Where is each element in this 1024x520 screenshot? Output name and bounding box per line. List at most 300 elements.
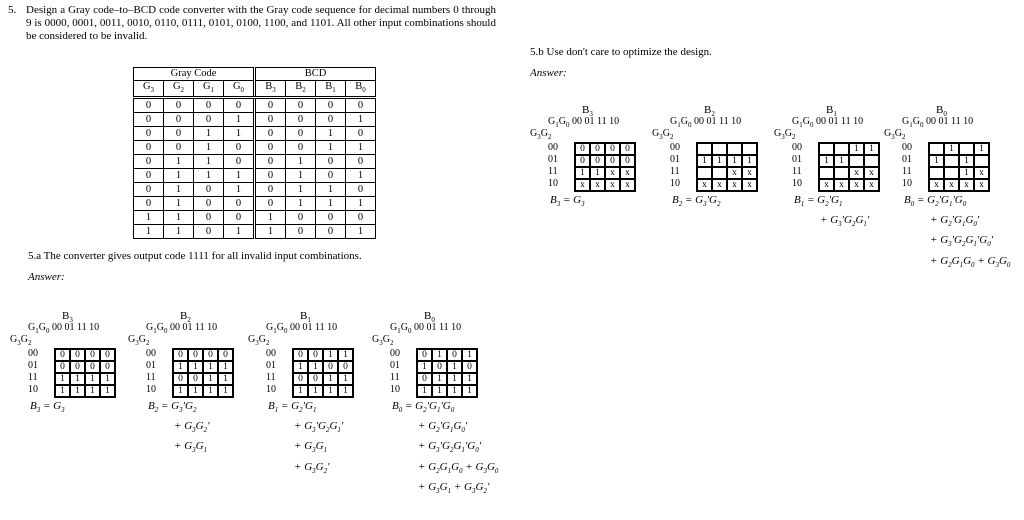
kmap-cell: 1 — [100, 373, 115, 385]
kmap-cell: 0 — [447, 349, 462, 361]
table-cell: 0 — [316, 225, 346, 239]
table-cell: 1 — [134, 225, 164, 239]
kmap-cell: 1 — [203, 385, 218, 397]
kmap-row-label: 00 — [266, 348, 276, 359]
table-cell: 0 — [194, 113, 224, 127]
kmap-row-label: 11 — [792, 166, 802, 177]
table-cell: 1 — [194, 141, 224, 155]
equation-line: + $G_3'G_2G_1'$ — [820, 214, 870, 229]
kmap-cell: 1 — [447, 373, 462, 385]
table-cell: 0 — [194, 211, 224, 225]
bcd-header: BCD — [255, 68, 376, 81]
table-cell: 1 — [346, 141, 376, 155]
kmap-row-label: 10 — [902, 178, 912, 189]
table-row — [134, 211, 376, 225]
table-cell: 0 — [134, 197, 164, 211]
table-row — [134, 127, 376, 141]
equation-line: + $G_3G_1 + G_3G_2'$ — [418, 480, 490, 495]
table-cell: 0 — [346, 127, 376, 141]
problem-text: Design a Gray code–to–BCD code converter with the Gray code sequence for decimal numbers 0 through 9 is 0000, 0001, 0011, 0010, 0110, 0111, 0101, 0100, 1100, and 1101. All other input combinations should be considered to be invalid. — [26, 4, 496, 42]
table-cell: 1 — [316, 127, 346, 141]
kmap-grid — [818, 142, 880, 192]
table-cell: 0 — [286, 141, 316, 155]
problem-statement — [8, 4, 496, 43]
kmap-row-label: 01 — [146, 360, 156, 371]
table-row — [134, 225, 376, 239]
column-header-g0: $G_0$ — [224, 81, 255, 98]
kmap-cell: 1 — [188, 385, 203, 397]
kmap-cell: 1 — [308, 361, 323, 373]
table-cell: 0 — [134, 155, 164, 169]
table-cell: 0 — [255, 113, 286, 127]
kmap-cell: x — [727, 167, 742, 179]
kmap-cell: x — [697, 179, 712, 191]
kmap-cell — [697, 143, 712, 155]
kmap-column-header: $G_1G_0$ 00 01 11 10 — [28, 322, 100, 335]
kmap-cell: 1 — [70, 373, 85, 385]
part-a-answer: Answer: — [28, 271, 65, 283]
kmap-cell — [742, 143, 757, 155]
kmap-title: $B_2$ — [704, 104, 715, 119]
table-cell: 1 — [194, 127, 224, 141]
table-cell: 0 — [286, 127, 316, 141]
kmap-cell: 1 — [417, 361, 432, 373]
kmap-title: $B_1$ — [300, 310, 311, 325]
kmap-cell: 0 — [308, 373, 323, 385]
table-cell: 0 — [316, 211, 346, 225]
kmap-cell: 1 — [727, 155, 742, 167]
kmap-cell — [819, 143, 834, 155]
table-cell: 0 — [224, 197, 255, 211]
table-cell: 0 — [316, 98, 346, 113]
kmap-cell: 1 — [575, 167, 590, 179]
equation-line: $B_0 = G_2'G_1'G_0$ — [904, 194, 967, 209]
equation-line: + $G_2'G_1G_0'$ — [418, 420, 468, 435]
kmap-equations — [550, 192, 585, 212]
kmap-cell: x — [864, 167, 879, 179]
kmap-cell: 1 — [742, 155, 757, 167]
kmap-column-header: $G_1G_0$ 00 01 11 10 — [390, 322, 462, 335]
kmap-row-label: 01 — [548, 154, 558, 165]
kmap-row-label: 11 — [390, 372, 400, 383]
kmap-cell — [712, 167, 727, 179]
kmap-row-label: 00 — [902, 142, 912, 153]
kmap-cell: x — [974, 179, 989, 191]
table-cell: 1 — [316, 197, 346, 211]
equation-line: + $G_3G_1$ — [174, 440, 208, 455]
kmap-cell: 0 — [620, 155, 635, 167]
kmap-row-label: 00 — [390, 348, 400, 359]
table-cell: 0 — [346, 211, 376, 225]
kmap-row-label: 00 — [792, 142, 802, 153]
table-cell: 1 — [346, 169, 376, 183]
kmap-cell: 0 — [462, 361, 477, 373]
kmap-equations — [148, 398, 209, 459]
kmap-cell: 1 — [590, 167, 605, 179]
kmap-cell: 0 — [432, 361, 447, 373]
kmap-cell: 1 — [929, 155, 944, 167]
table-cell: 0 — [164, 127, 194, 141]
table-cell: 0 — [194, 98, 224, 113]
table-cell: 0 — [164, 141, 194, 155]
kmap-cell: x — [727, 179, 742, 191]
table-cell: 1 — [164, 155, 194, 169]
kmap-row-label: 10 — [28, 384, 38, 395]
kmap-cell: 0 — [323, 361, 338, 373]
kmap-cell — [727, 143, 742, 155]
kmap-grid — [292, 348, 354, 398]
kmap-row-label: 10 — [548, 178, 558, 189]
kmap-cell: 1 — [462, 385, 477, 397]
table-cell: 1 — [286, 197, 316, 211]
kmap-row-label: 11 — [548, 166, 558, 177]
table-row — [134, 113, 376, 127]
kmap-cell: 1 — [462, 349, 477, 361]
table-cell: 0 — [286, 113, 316, 127]
kmap-grid — [696, 142, 758, 192]
table-cell: 1 — [255, 225, 286, 239]
table-cell: 1 — [346, 225, 376, 239]
kmap-row-label: 00 — [28, 348, 38, 359]
kmap-cell: 1 — [308, 385, 323, 397]
kmap-row-variable: $G_3G_2$ — [530, 128, 552, 141]
kmap-title: $B_0$ — [936, 104, 947, 119]
kmap-cell: x — [864, 179, 879, 191]
kmap-row-label: 01 — [28, 360, 38, 371]
kmap-cell: 1 — [323, 349, 338, 361]
table-cell: 1 — [224, 225, 255, 239]
kmap-grid — [172, 348, 234, 398]
kmap-row-label: 10 — [792, 178, 802, 189]
kmap-cell: 0 — [218, 349, 233, 361]
kmap-cell: x — [834, 179, 849, 191]
table-cell: 0 — [134, 183, 164, 197]
table-cell: 0 — [194, 197, 224, 211]
kmap-cell: 0 — [203, 349, 218, 361]
kmap-row-variable: $G_3G_2$ — [652, 128, 674, 141]
kmap-cell: 1 — [712, 155, 727, 167]
kmap-row-variable: $G_3G_2$ — [128, 334, 150, 347]
truth-table — [133, 67, 376, 239]
kmap-cell: 0 — [188, 349, 203, 361]
equation-line: $B_0 = G_2'G_1'G_0$ — [392, 400, 455, 415]
table-row — [134, 183, 376, 197]
kmap-cell — [944, 155, 959, 167]
kmap-cell: 1 — [293, 385, 308, 397]
kmap-cell: 1 — [447, 361, 462, 373]
kmap-cell: 1 — [323, 373, 338, 385]
kmap-row-label: 01 — [792, 154, 802, 165]
kmap-cell: x — [742, 167, 757, 179]
column-header-g3: $G_3$ — [134, 81, 164, 98]
kmap-column-header: $G_1G_0$ 00 01 11 10 — [266, 322, 338, 335]
kmap-row-variable: $G_3G_2$ — [884, 128, 906, 141]
kmap-cell: 0 — [188, 373, 203, 385]
kmap-column-header: $G_1G_0$ 00 01 11 10 — [792, 116, 864, 129]
kmap-column-header: $G_1G_0$ 00 01 11 10 — [146, 322, 218, 335]
table-cell: 1 — [164, 183, 194, 197]
table-cell: 0 — [134, 169, 164, 183]
table-cell: 0 — [316, 113, 346, 127]
table-cell: 0 — [316, 155, 346, 169]
table-row — [134, 98, 376, 113]
table-cell: 0 — [346, 98, 376, 113]
equation-line: $B_3 = G_3$ — [30, 400, 65, 415]
kmap-cell: 0 — [417, 373, 432, 385]
kmap-cell: 1 — [447, 385, 462, 397]
table-cell: 1 — [194, 155, 224, 169]
kmap-column-header: $G_1G_0$ 00 01 11 10 — [670, 116, 742, 129]
kmap-cell: 1 — [55, 385, 70, 397]
kmap-cell: 0 — [590, 143, 605, 155]
kmap-cell: 1 — [188, 361, 203, 373]
kmap-cell: x — [742, 179, 757, 191]
table-cell: 0 — [255, 141, 286, 155]
column-header-b1: $B_1$ — [316, 81, 346, 98]
part-b-answer: Answer: — [530, 67, 567, 79]
kmap-cell: 0 — [70, 361, 85, 373]
table-cell: 1 — [224, 127, 255, 141]
kmap-grid — [928, 142, 990, 192]
column-header-g2: $G_2$ — [164, 81, 194, 98]
kmap-row-label: 11 — [146, 372, 156, 383]
kmap-cell: 0 — [293, 373, 308, 385]
kmap-row-variable: $G_3G_2$ — [248, 334, 270, 347]
kmap-cell: x — [712, 179, 727, 191]
kmap-cell: x — [974, 167, 989, 179]
table-cell: 0 — [164, 98, 194, 113]
kmap-equations — [672, 192, 720, 212]
table-cell: 1 — [286, 183, 316, 197]
kmap-cell: x — [590, 179, 605, 191]
kmap-cell: 1 — [432, 385, 447, 397]
equation-line: + $G_3'G_2G_1'G_0'$ — [930, 234, 994, 249]
kmap-cell — [834, 143, 849, 155]
kmap-cell: x — [849, 179, 864, 191]
kmap-cell: 0 — [308, 349, 323, 361]
kmap-cell — [944, 167, 959, 179]
kmap-cell: 1 — [338, 349, 353, 361]
kmap-cell: 1 — [697, 155, 712, 167]
table-cell: 1 — [134, 211, 164, 225]
table-cell: 0 — [224, 155, 255, 169]
kmap-cell: x — [929, 179, 944, 191]
kmap-cell: 1 — [944, 143, 959, 155]
table-cell: 1 — [316, 183, 346, 197]
table-cell: 0 — [286, 98, 316, 113]
kmap-cell — [864, 155, 879, 167]
kmap-cell: 0 — [417, 349, 432, 361]
kmap-cell: 0 — [293, 349, 308, 361]
kmap-title: $B_3$ — [582, 104, 593, 119]
kmap-cell: 1 — [100, 385, 115, 397]
kmap-title: $B_1$ — [826, 104, 837, 119]
kmap-cell: 0 — [85, 349, 100, 361]
kmap-column-header: $G_1G_0$ 00 01 11 10 — [548, 116, 620, 129]
kmap-cell: 1 — [462, 373, 477, 385]
table-cell: 0 — [286, 211, 316, 225]
kmap-cell: 1 — [417, 385, 432, 397]
kmap-cell: 1 — [203, 361, 218, 373]
problem-number: 5. — [8, 4, 17, 16]
kmap-cell: x — [620, 167, 635, 179]
kmap-row-variable: $G_3G_2$ — [10, 334, 32, 347]
kmap-equations — [794, 192, 869, 232]
column-header-b0: $B_0$ — [346, 81, 376, 98]
kmap-cell: 0 — [605, 155, 620, 167]
kmap-cell: 0 — [605, 143, 620, 155]
kmap-equations — [392, 398, 498, 499]
table-cell: 0 — [316, 169, 346, 183]
kmap-title: $B_2$ — [180, 310, 191, 325]
kmap-row-label: 00 — [670, 142, 680, 153]
kmap-cell — [834, 167, 849, 179]
table-cell: 0 — [134, 113, 164, 127]
kmap-row-label: 00 — [146, 348, 156, 359]
kmap-cell — [697, 167, 712, 179]
table-cell: 0 — [164, 113, 194, 127]
kmap-cell: x — [575, 179, 590, 191]
kmap-cell: 0 — [620, 143, 635, 155]
table-cell: 0 — [255, 98, 286, 113]
column-header-b3: $B_3$ — [255, 81, 286, 98]
table-cell: 0 — [194, 225, 224, 239]
kmap-row-label: 10 — [390, 384, 400, 395]
kmap-cell: x — [849, 167, 864, 179]
kmap-cell: 1 — [959, 167, 974, 179]
table-cell: 1 — [224, 169, 255, 183]
table-cell: 1 — [316, 141, 346, 155]
table-cell: 0 — [255, 197, 286, 211]
kmap-cell: x — [819, 179, 834, 191]
kmap-grid — [54, 348, 116, 398]
kmap-cell: 1 — [173, 361, 188, 373]
table-cell: 0 — [134, 98, 164, 113]
table-cell: 0 — [194, 183, 224, 197]
kmap-row-label: 11 — [902, 166, 912, 177]
kmap-row-label: 10 — [146, 384, 156, 395]
kmap-cell: 1 — [85, 373, 100, 385]
kmap-row-label: 01 — [670, 154, 680, 165]
kmap-cell: 1 — [834, 155, 849, 167]
kmap-cell: 1 — [432, 373, 447, 385]
table-cell: 0 — [255, 127, 286, 141]
equation-line: + $G_3'G_2G_1'$ — [294, 420, 344, 435]
kmap-cell: 0 — [590, 155, 605, 167]
kmap-cell — [712, 143, 727, 155]
kmap-cell: 1 — [819, 155, 834, 167]
equation-line: + $G_2'G_1G_0'$ — [930, 214, 980, 229]
kmap-cell: 1 — [323, 385, 338, 397]
kmap-equations — [30, 398, 65, 418]
table-row — [134, 141, 376, 155]
kmap-cell: x — [620, 179, 635, 191]
table-cell: 1 — [286, 169, 316, 183]
part-b-label: 5.b Use don't care to optimize the design. — [530, 46, 712, 58]
kmap-cell: 1 — [849, 143, 864, 155]
table-cell: 1 — [346, 197, 376, 211]
kmap-cell: x — [959, 179, 974, 191]
kmap-cell: 1 — [338, 373, 353, 385]
kmap-grid — [574, 142, 636, 192]
table-cell: 0 — [224, 98, 255, 113]
table-row — [134, 155, 376, 169]
equation-line: + $G_3'G_2G_1'G_0'$ — [418, 440, 482, 455]
table-cell: 0 — [255, 169, 286, 183]
kmap-cell — [849, 155, 864, 167]
kmap-cell: 1 — [218, 361, 233, 373]
equation-line: $B_3 = G_3$ — [550, 194, 585, 209]
table-cell: 1 — [194, 169, 224, 183]
kmap-grid — [416, 348, 478, 398]
kmap-cell: x — [605, 167, 620, 179]
equation-line: + $G_3G_1$ — [294, 440, 328, 455]
table-row — [134, 197, 376, 211]
kmap-cell: 0 — [575, 155, 590, 167]
kmap-row-label: 01 — [902, 154, 912, 165]
table-cell: 1 — [224, 183, 255, 197]
kmap-row-variable: $G_3G_2$ — [372, 334, 394, 347]
kmap-cell: 1 — [864, 143, 879, 155]
kmap-cell: 1 — [85, 385, 100, 397]
kmap-cell: 1 — [203, 373, 218, 385]
kmap-cell: 1 — [173, 385, 188, 397]
table-cell: 1 — [164, 211, 194, 225]
table-cell: 1 — [255, 211, 286, 225]
kmap-equations — [904, 192, 1010, 273]
kmap-cell — [929, 143, 944, 155]
kmap-cell — [959, 143, 974, 155]
table-cell: 1 — [164, 197, 194, 211]
table-cell: 1 — [164, 225, 194, 239]
kmap-row-label: 11 — [28, 372, 38, 383]
column-header-b2: $B_2$ — [286, 81, 316, 98]
kmap-row-label: 11 — [266, 372, 276, 383]
kmap-cell: 0 — [173, 349, 188, 361]
column-header-g1: $G_1$ — [194, 81, 224, 98]
table-cell: 1 — [286, 155, 316, 169]
kmap-cell: 0 — [100, 349, 115, 361]
table-cell: 0 — [224, 211, 255, 225]
kmap-cell: 1 — [974, 143, 989, 155]
kmap-cell: 1 — [55, 373, 70, 385]
kmap-cell: 0 — [55, 349, 70, 361]
kmap-cell: 1 — [218, 373, 233, 385]
part-a-label: 5.a The converter gives output code 1111 for all invalid input combinations. — [28, 250, 362, 262]
kmap-title: $B_3$ — [62, 310, 73, 325]
kmap-cell — [974, 155, 989, 167]
kmap-cell: 1 — [432, 349, 447, 361]
table-cell: 1 — [164, 169, 194, 183]
equation-line: + $G_3G_2'$ — [174, 420, 210, 435]
kmap-cell: 1 — [338, 385, 353, 397]
kmap-cell: 0 — [575, 143, 590, 155]
table-cell: 0 — [255, 155, 286, 169]
kmap-cell: 0 — [338, 361, 353, 373]
table-cell: 0 — [224, 141, 255, 155]
equation-line: + $G_3G_2'$ — [294, 460, 330, 475]
kmap-cell: 0 — [100, 361, 115, 373]
kmap-cell — [819, 167, 834, 179]
kmap-row-label: 00 — [548, 142, 558, 153]
table-cell: 1 — [346, 113, 376, 127]
equation-line: $B_1 = G_2'G_1$ — [268, 400, 317, 415]
table-cell: 0 — [346, 183, 376, 197]
table-cell: 0 — [286, 225, 316, 239]
kmap-equations — [268, 398, 343, 479]
kmap-row-label: 10 — [670, 178, 680, 189]
kmap-row-label: 01 — [266, 360, 276, 371]
